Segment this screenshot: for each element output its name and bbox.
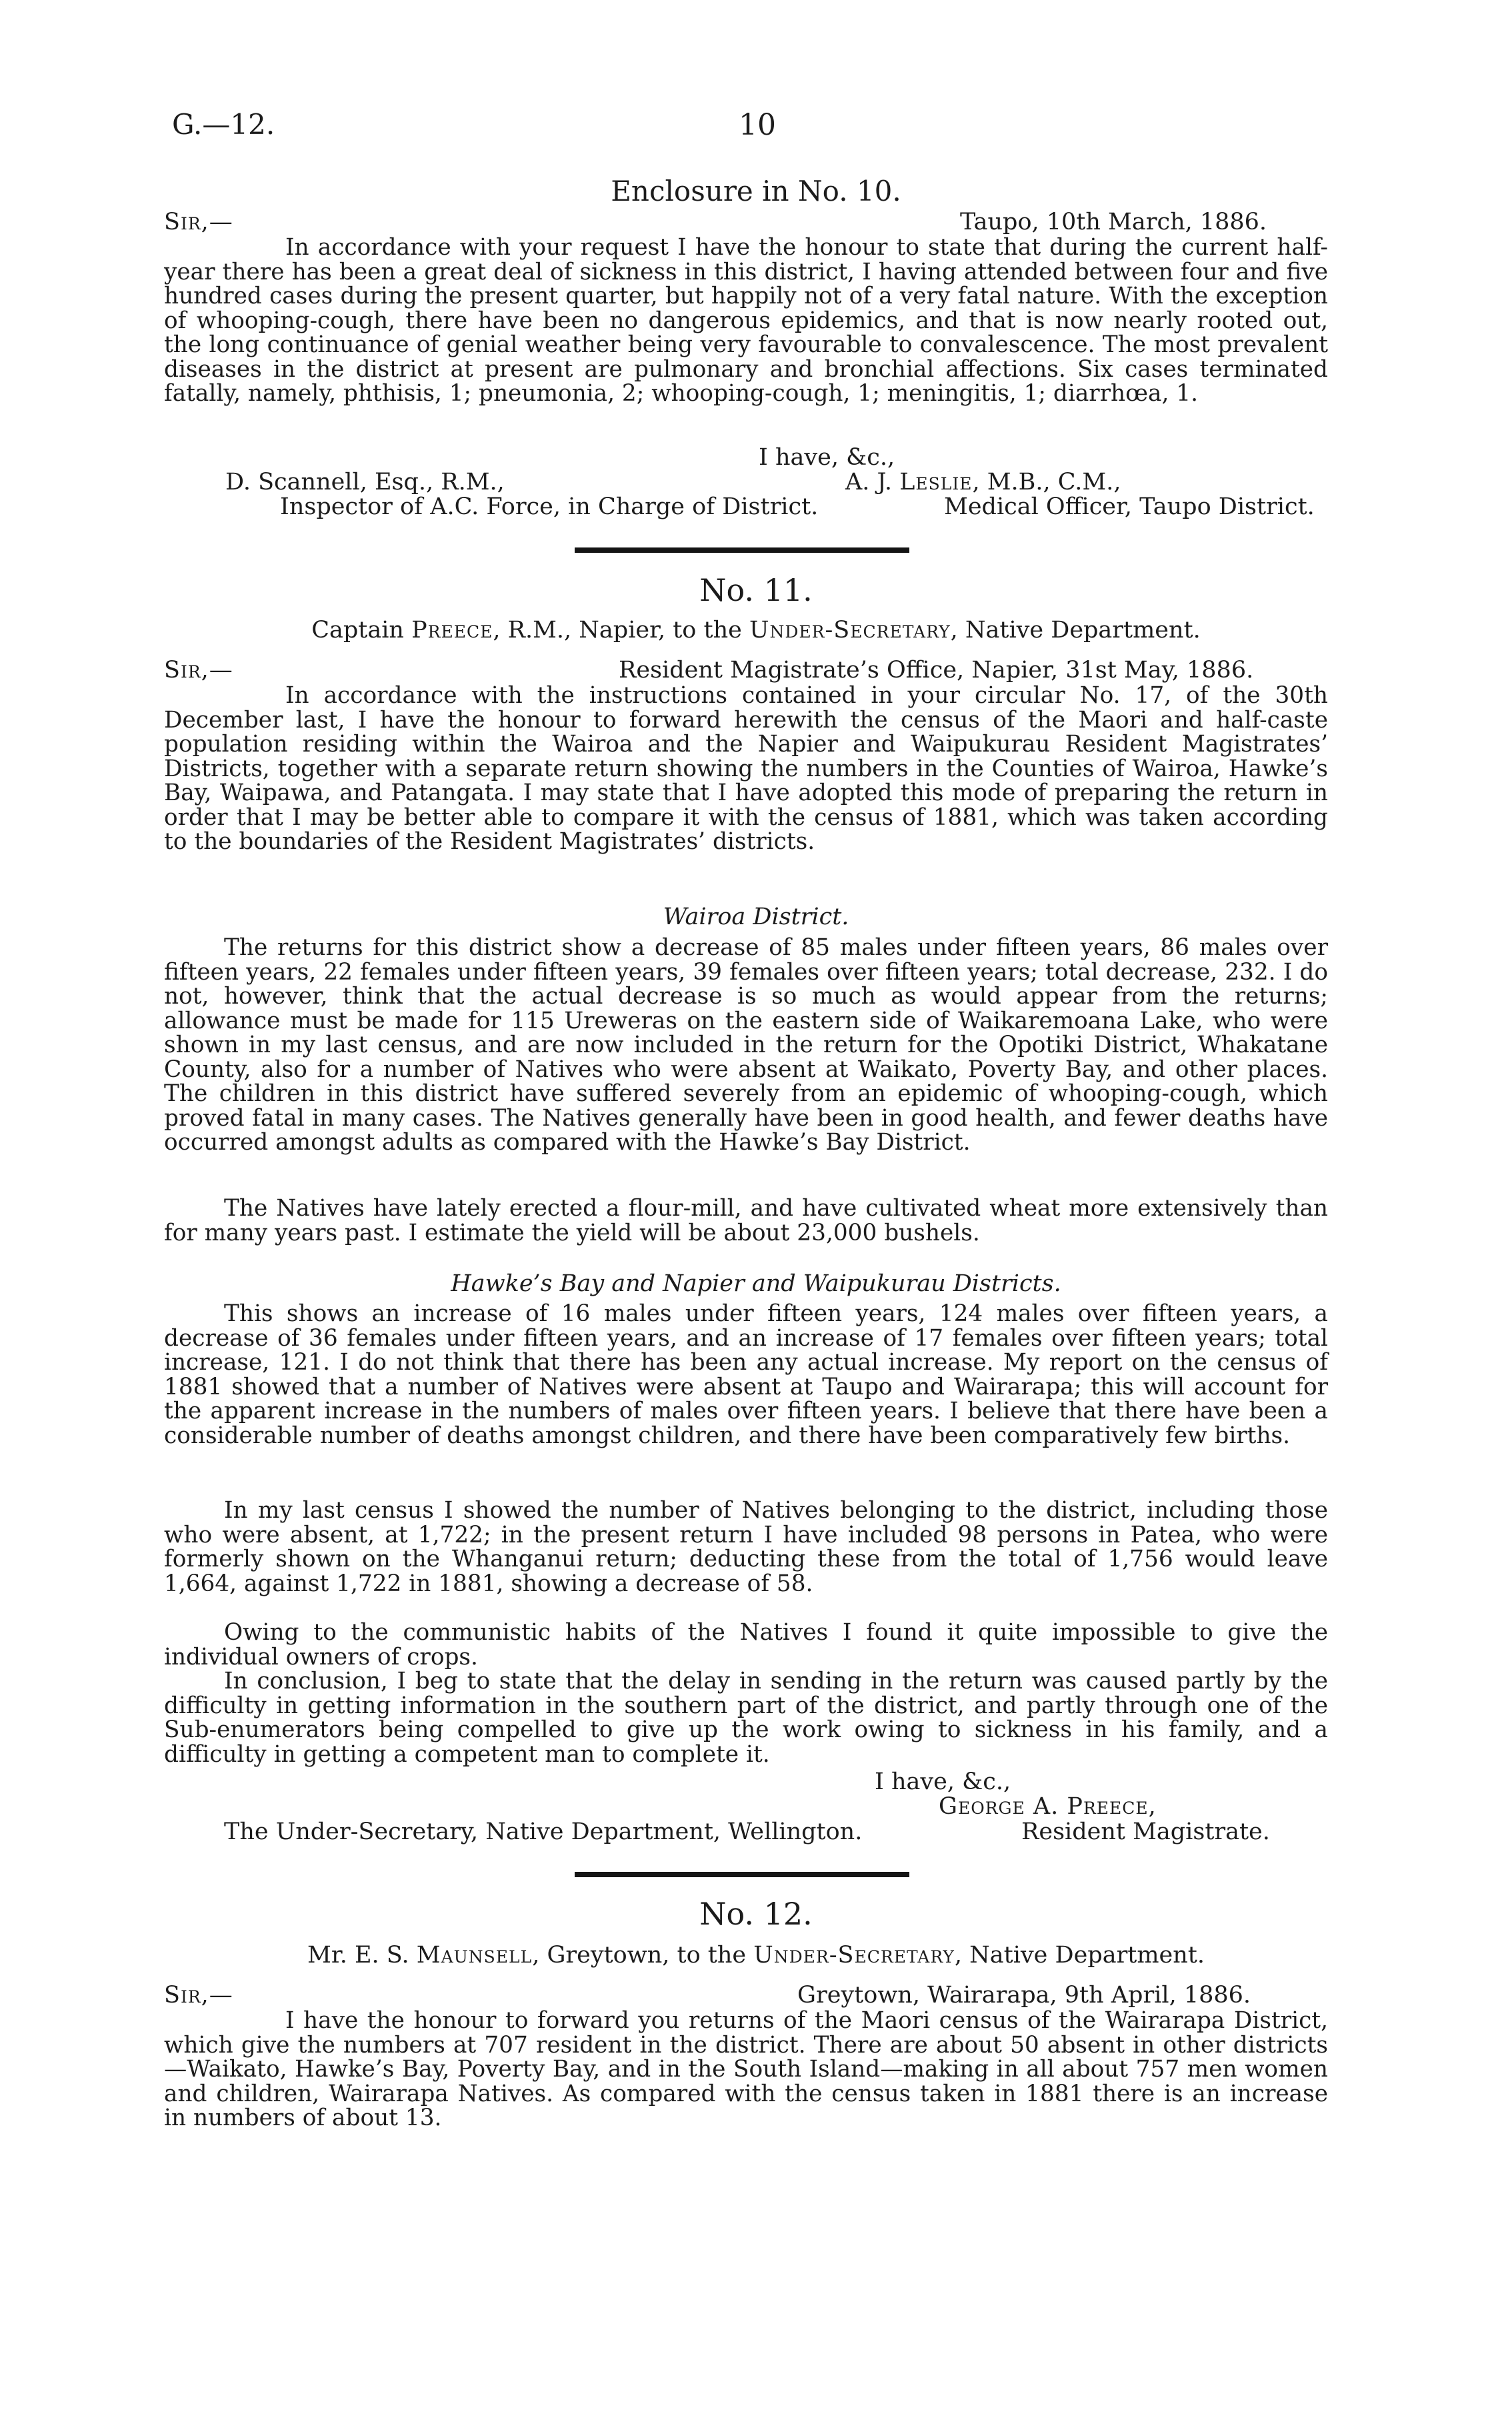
no12-from-pre: Mr. E. S. xyxy=(307,1942,409,1969)
no12-correspondents xyxy=(0,1942,1512,1969)
signer-initials: A. J. xyxy=(845,469,892,495)
enclosure-salutation: Sir,— xyxy=(164,209,233,235)
no12-body: I have the honour to forward you returns of the Maori census of the Wairarapa District, which give the numbers at 707 resident in the district. There are about 50 absent in other districts—Waikato, Hawke’s Bay, Poverty Bay, and in the South Island—making in all about 757 men women and children, Wairarapa Natives. As compared with the census taken in 1881 there is an increase in numbers of about 13. xyxy=(164,2007,1328,2131)
no11-from-pre: Captain xyxy=(311,617,404,644)
no11-conclusion: In conclusion, I beg to state that the delay in sending in the return was caused partly by the difficulty in getting information in the southern part of the district, and partly through one of the Sub-enumerators being compelled to give up the work owing to sickness in his family, and a difficulty in getting a competent man to complete it. xyxy=(164,1668,1328,1768)
no11-intro: In accordance with the instructions contained in your circular No. 17, of the 30th December last, I have the honour to forward herewith the census of the Maori and half-caste population residing within the Wairoa and the Napier and Waipukurau Resident Magistrates’ Districts, together with a separate return showing the numbers in the Counties of Wairoa, Hawke’s Bay, Waipawa, and Patangata. I may state that I have adopted this mode of preparing the return in order that I may be better able to compare it with the census of 1881, which was taken according to the boundaries of the Resident Magistrates’ districts. xyxy=(164,682,1328,855)
section-divider xyxy=(575,547,909,553)
hawkes-bay-subtitle: Hawke’s Bay and Napier and Waipukurau Districts. xyxy=(451,1270,1061,1297)
enclosure-dateline: Taupo, 10th March, 1886. xyxy=(960,209,1267,235)
wairoa-paragraph-2: The Natives have lately erected a flour-mill, and have cultivated wheat more extensively than for many years past. I estimate the yield will be about 23,000 bushels. xyxy=(164,1195,1328,1246)
enclosure-signer xyxy=(845,469,1121,495)
enclosure-addressee-name: D. Scannell, Esq., R.M., xyxy=(225,469,505,495)
no11-correspondents xyxy=(0,617,1512,644)
section-divider xyxy=(575,1872,909,1877)
hawkes-paragraph-2: In my last census I showed the number of Natives belonging to the district, including those who were absent, at 1,722; in the present return I have included 98 persons in Patea, who were formerly shown on the Whanganui return; deducting these from the total of 1,756 would leave 1,664, against 1,722 in 1881, showing a decrease of 58. xyxy=(164,1497,1328,1597)
no11-signer-title: Resident Magistrate. xyxy=(1021,1818,1270,1845)
no12-salutation: Sir,— xyxy=(164,1982,233,2009)
page-number: 10 xyxy=(739,108,776,142)
no11-to-name: Under-Secretary xyxy=(749,617,951,644)
folio-reference: G.—12. xyxy=(172,108,275,141)
no12-dateline: Greytown, Wairarapa, 9th April, 1886. xyxy=(797,1982,1251,2009)
no11-addressee: The Under-Secretary, Native Department, Wellington. xyxy=(224,1818,863,1845)
hawkes-paragraph-1: This shows an increase of 16 males under fifteen years, 124 males over fifteen years, a decrease of 36 females under fifteen years, and an increase of 17 females over fifteen years; total increase, 121. I do not think that there has been any actual increase. My report on the census of 1881 showed that a number of Natives were absent at Taupo and Wairarapa; this will account for the apparent increase in the numbers of males over fifteen years. I believe that there have been a considerable number of deaths amongst children, and there have been comparatively few births. xyxy=(164,1300,1328,1449)
signer-surname: Leslie xyxy=(899,469,973,495)
no11-closing: I have, &c., xyxy=(875,1768,1011,1795)
no11-salutation: Sir,— xyxy=(164,657,233,684)
enclosure-addressee-title: Inspector of A.C. Force, in Charge of District. xyxy=(280,493,819,520)
enclosure-heading: Enclosure in No. 10. xyxy=(611,175,901,207)
enclosure-body: In accordance with your request I have the honour to state that during the current half-year there has been a great deal of sickness in this district, I having attended between four and five hundred cases during the present quarter, but happily not of a very fatal nature. With the exception of whooping-cough, there have been no dangerous epidemics, and that is now nearly rooted out, the long continuance of genial weather being very favourable to convalescence. The most prevalent diseases in the district at present are pulmonary and bronchial affections. Six cases terminated fatally, namely, phthisis, 1; pneumonia, 2; whooping-cough, 1; meningitis, 1; diarrhœa, 1. xyxy=(164,234,1328,407)
no12-from-mid: , Greytown, to the xyxy=(532,1942,747,1969)
enclosure-closing: I have, &c., xyxy=(759,444,895,471)
no12-heading: No. 12. xyxy=(699,1896,813,1932)
no11-dateline: Resident Magistrate’s Office, Napier, 31st May, 1886. xyxy=(619,657,1254,684)
no11-heading: No. 11. xyxy=(699,572,813,608)
no11-from-mid: , R.M., Napier, to the xyxy=(493,617,742,644)
no11-from-name: Preece xyxy=(411,617,493,644)
no12-to-name: Under-Secretary xyxy=(753,1942,955,1969)
enclosure-signer-title: Medical Officer, Taupo District. xyxy=(944,493,1315,520)
no11-signer: George A. Preece, xyxy=(939,1793,1157,1820)
wairoa-paragraph-1: The returns for this district show a decrease of 85 males under fifteen years, 86 males over fifteen years, 22 females under fifteen years, 39 females over fifteen years; total decrease, 232. I do not, however, think that the actual decrease is so much as would appear from the returns; allowance must be made for 115 Ureweras on the eastern side of Waikaremoana Lake, who were shown in my last census, and are now included in the return for the Opotiki District, Whakatane County, also for a number of Natives who were absent at Waikato, Poverty Bay, and other places. The children in this district have suffered severely from an epidemic of whooping-cough, which proved fatal in many cases. The Natives generally have been in good health, and fewer deaths have occurred amongst adults as compared with the Hawke’s Bay District. xyxy=(164,934,1328,1156)
no12-to-post: , Native Department. xyxy=(954,1942,1205,1969)
signer-suffix: , M.B., C.M., xyxy=(972,469,1121,495)
wairoa-subtitle: Wairoa District. xyxy=(663,904,849,930)
hawkes-paragraph-3: Owing to the communistic habits of the Natives I found it quite impossible to give the individual owners of crops. xyxy=(164,1619,1328,1670)
no12-from-name: Maunsell xyxy=(416,1942,533,1969)
no11-to-post: , Native Department. xyxy=(950,617,1201,644)
